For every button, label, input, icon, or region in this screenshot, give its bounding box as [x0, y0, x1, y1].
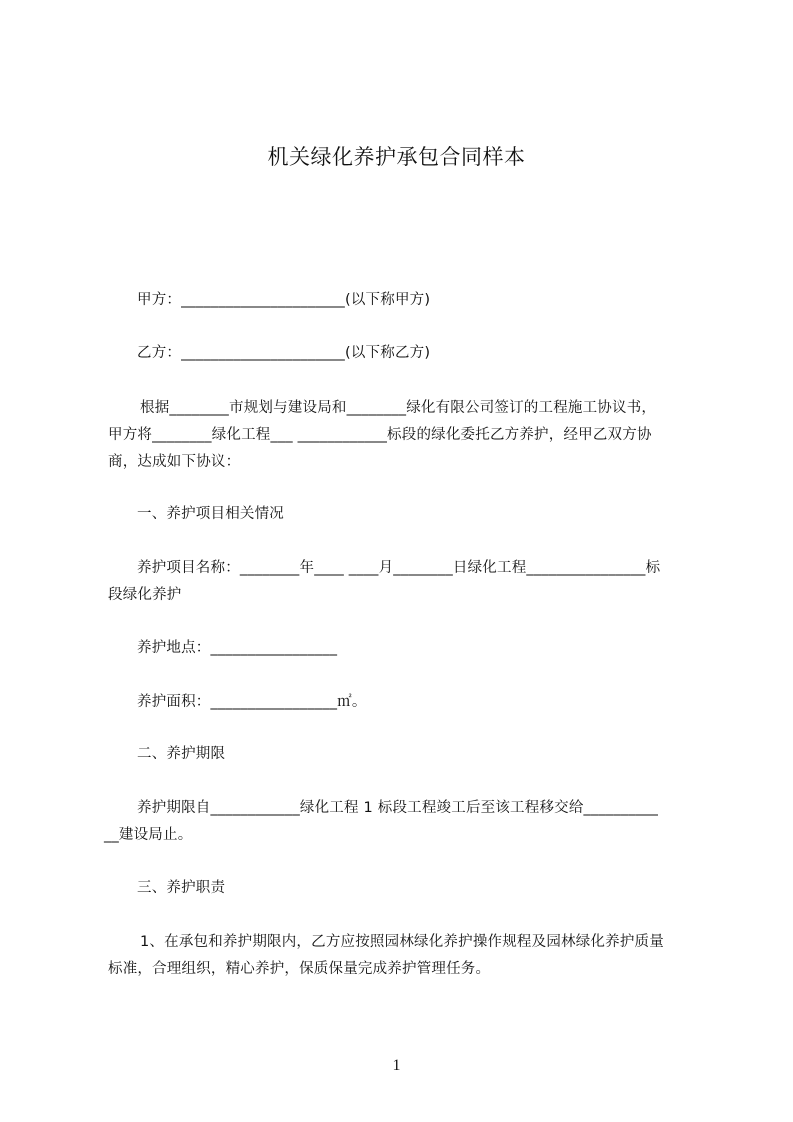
- duty-1-line-1: 1、在承包和养护期限内，乙方应按照园林绿化养护操作规程及园林绿化养护质量: [140, 934, 664, 950]
- maintenance-location-line: 养护地点：_________________: [137, 640, 338, 656]
- maintenance-period-line-2: __建设局止。: [104, 827, 193, 843]
- document-title: 机关绿化养护承包合同样本: [267, 145, 526, 169]
- page-number: 1: [392, 1057, 401, 1074]
- section-2-heading: 二、养护期限: [137, 746, 226, 762]
- party-b-line: 乙方：______________________(以下称乙方): [137, 345, 431, 361]
- basis-paragraph-line-2: 甲方将________绿化工程___ ____________标段的绿化委托乙方养护，经甲乙双方协: [108, 427, 652, 443]
- maintenance-period-line-1: 养护期限自____________绿化工程 1 标段工程竣工后至该工程移交给__________: [137, 800, 659, 816]
- party-a-line: 甲方：______________________(以下称甲方): [137, 292, 431, 308]
- duty-1-line-2: 标准，合理组织，精心养护，保质保量完成养护管理任务。: [108, 961, 491, 977]
- basis-paragraph-line-1: 根据________市规划与建设局和________绿化有限公司签订的工程施工协议书，: [140, 400, 657, 416]
- section-1-heading: 一、养护项目相关情况: [137, 506, 284, 522]
- basis-paragraph-line-3: 商，达成如下协议：: [108, 454, 241, 470]
- project-name-line-2: 段绿化养护: [108, 587, 182, 603]
- project-name-line-1: 养护项目名称：________年____ ____月________日绿化工程________________标: [137, 560, 661, 576]
- maintenance-area-line: 养护面积：_________________㎡。: [137, 694, 367, 710]
- section-3-heading: 三、养护职责: [137, 880, 226, 896]
